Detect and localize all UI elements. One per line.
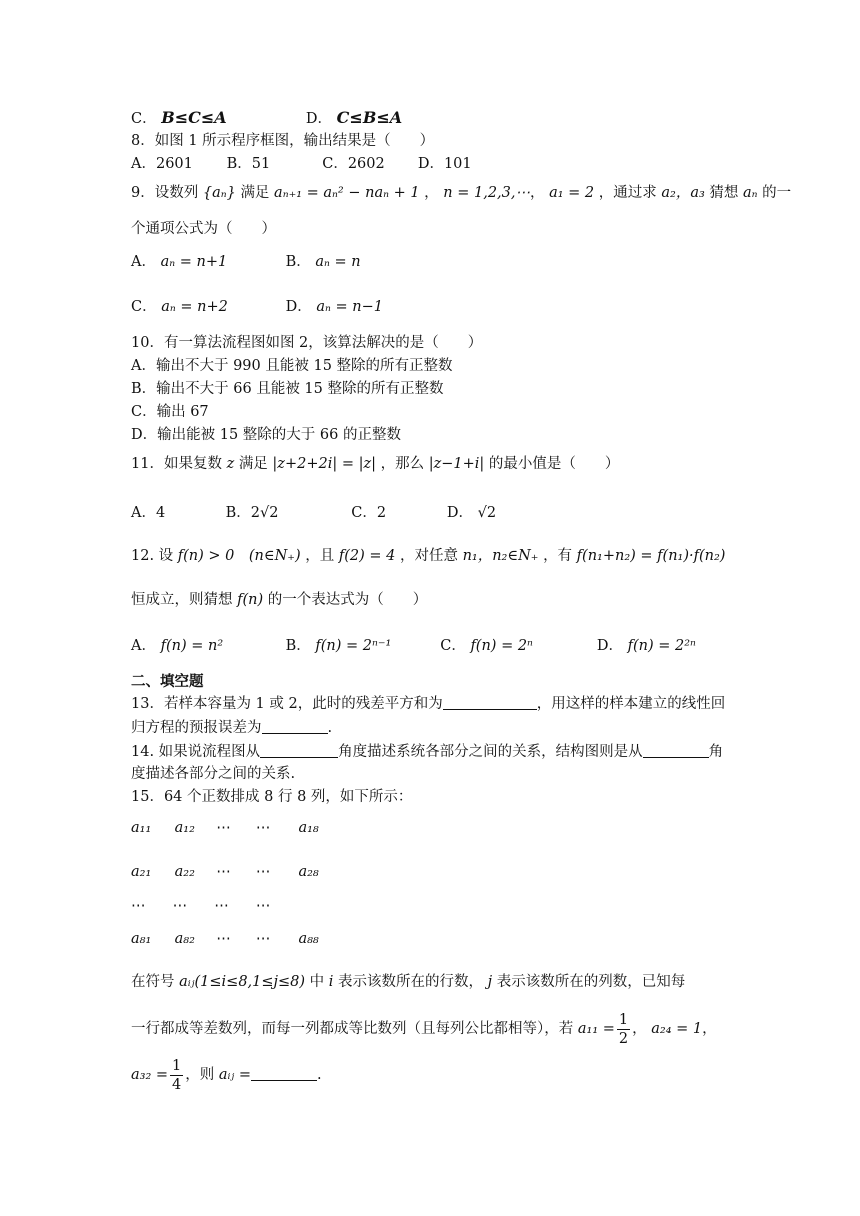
q15-desc3-text-b: ，则	[185, 1067, 215, 1083]
q8-option-b: B．51	[226, 156, 271, 172]
q12-text-a: 12. 设	[131, 548, 174, 564]
matrix-cell: ⋯	[255, 864, 271, 880]
q15-desc-line3	[131, 1055, 322, 1095]
q15-desc-text-c: 表示该数所在的行数，	[338, 974, 484, 990]
q13-blank-2[interactable]	[262, 719, 328, 734]
q9-a1: a₁ = 2	[549, 185, 595, 201]
q11-condition: |z+2+2i| = |z|	[272, 456, 376, 472]
q15-matrix-row-3	[131, 896, 270, 916]
q15-a32-fraction: $\frac{1}{4}$	[172, 1057, 182, 1093]
q10-option-b: B．输出不大于 66 且能被 15 整除的所有正整数	[131, 381, 444, 397]
q13-line2	[131, 718, 332, 738]
q11-option-b: B．2√2	[225, 505, 279, 521]
q9-text-a: 9．设数列	[131, 185, 199, 201]
q11-option-d: D． √2	[446, 505, 497, 521]
q9-options-cd	[131, 297, 383, 317]
q12-option-b: B． f(n) = 2ⁿ⁻¹	[285, 638, 392, 654]
q15-desc-j: j	[487, 974, 493, 990]
q11-expression: |z−1+i|	[428, 456, 485, 472]
q15-answer-blank[interactable]	[251, 1066, 317, 1081]
q15-desc-expr: aᵢⱼ(1≤i≤8,1≤j≤8)	[179, 974, 306, 990]
section-fill-in-heading: 二、填空题	[131, 673, 204, 690]
q13-text-a: 13．若样本容量为 1 或 2，此时的残差平方和为	[131, 696, 443, 712]
q15-aij: aᵢⱼ =	[218, 1067, 252, 1083]
q14-text-a: 14. 如果说流程图从	[131, 744, 261, 760]
q9-option-b: B． aₙ = n	[285, 254, 361, 270]
q12-text-d: ，有	[543, 548, 573, 564]
q11-options	[131, 503, 496, 523]
q8-option-a: A．2601	[131, 156, 193, 172]
q9-text-b: 满足	[240, 185, 270, 201]
q7-option-d-label: D．	[305, 111, 333, 127]
q11-option-c: C．2	[351, 505, 387, 521]
q8-option-c: C．2602	[322, 156, 385, 172]
q11-text-b: 满足	[238, 456, 268, 472]
q9-text-e: 猜想	[709, 185, 739, 201]
q14-line2: 度描述各部分之间的关系.	[131, 766, 296, 782]
q9-an: aₙ	[743, 185, 758, 201]
q9-stem-line1: 9．设数列 {aₙ} 满足 aₙ₊₁ = aₙ² − naₙ + 1 ， n = 1,2,3,⋯， a₁ = 2 ，通过求 a₂，a₃ 猜想 aₙ 的一	[131, 185, 792, 201]
q9-text-f: 的一	[762, 185, 792, 201]
q9-n-range: n = 1,2,3,⋯	[443, 185, 530, 201]
matrix-cell: a₂₁	[131, 864, 152, 880]
q9-text-c: ，	[424, 185, 439, 201]
q7-option-d-expr: C≤B≤A	[336, 108, 403, 127]
q14-text-c: 角	[708, 744, 724, 760]
q12-text-b: ，且	[305, 548, 335, 564]
q11-z: z	[226, 456, 235, 472]
q15-desc2-text-c: ，	[702, 1021, 717, 1037]
q10-option-a: A．输出不大于 990 且能被 15 整除的所有正整数	[131, 358, 453, 374]
q15-a32: a₃₂ =	[131, 1067, 169, 1083]
q15-a24: a₂₄ = 1	[651, 1021, 703, 1037]
matrix-cell: a₁₈	[298, 820, 319, 836]
q15-matrix-row-4	[131, 929, 319, 949]
q12-expr-d: f(n₁+n₂) = f(n₁)·f(n₂)	[576, 548, 726, 564]
q8-option-d: D．101	[417, 156, 472, 172]
q11-text-d: 的最小值是（ ）	[488, 456, 620, 472]
q7-options	[131, 108, 402, 129]
q7-option-c-label: C．	[131, 111, 157, 127]
matrix-cell: a₈₈	[298, 931, 319, 947]
q13-blank-1[interactable]	[443, 695, 537, 710]
q14-blank-2[interactable]	[643, 743, 709, 758]
q11-option-a: A．4	[131, 505, 166, 521]
q11-text-a: 11．如果复数	[131, 456, 222, 472]
matrix-cell: ⋯	[255, 898, 271, 914]
q9-seq-symbol: {aₙ}	[202, 185, 236, 201]
q15-a11-fraction: $\frac{1}{2}$	[618, 1011, 629, 1047]
q15-a11: a₁₁ =	[577, 1021, 615, 1037]
matrix-cell: ⋯	[216, 820, 231, 836]
q15-desc-text-a: 在符号	[131, 974, 175, 990]
matrix-cell: a₁₁	[131, 820, 152, 836]
q9-text-d: ，通过求	[598, 185, 657, 201]
q8-stem: 8．如图 1 所示程序框图，输出结果是（ ）	[131, 133, 435, 149]
matrix-cell: a₂₈	[298, 864, 319, 880]
q14-line1	[131, 742, 723, 762]
q10-option-d: D．输出能被 15 整除的大于 66 的正整数	[131, 427, 401, 443]
q15-desc-text-b: 中	[309, 974, 325, 990]
q12-text2-a: 恒成立，则猜想	[131, 592, 233, 608]
matrix-cell: ⋯	[131, 898, 146, 914]
q15-matrix-row-1	[131, 818, 319, 838]
matrix-cell: ⋯	[214, 898, 229, 914]
q12-text2-expr: f(n)	[237, 592, 264, 608]
q13-line1	[131, 694, 725, 714]
matrix-cell: a₈₂	[174, 931, 195, 947]
q9-option-c: C． aₙ = n+2	[131, 299, 228, 315]
matrix-cell: ⋯	[255, 820, 271, 836]
q15-desc2-text-b: ，	[632, 1021, 647, 1037]
q12-option-a: A． f(n) = n²	[131, 638, 224, 654]
q14-blank-1[interactable]	[260, 743, 338, 758]
matrix-cell: ⋯	[255, 931, 271, 947]
q10-option-c: C．输出 67	[131, 404, 209, 420]
q15-desc-line2	[131, 1009, 717, 1049]
q11-stem	[131, 454, 619, 474]
matrix-cell: a₈₁	[131, 931, 152, 947]
q7-option-c-expr: B≤C≤A	[161, 108, 227, 127]
q12-stem-line2	[131, 590, 427, 610]
q8-options	[131, 154, 472, 174]
matrix-cell: a₁₂	[174, 820, 195, 836]
q9-a2-a3: a₂，a₃	[661, 185, 705, 201]
q9-option-d: D． aₙ = n−1	[285, 299, 383, 315]
q9-recurrence: aₙ₊₁ = aₙ² − naₙ + 1	[274, 185, 420, 201]
q15-desc-text-d: 表示该数所在的列数，已知每	[496, 974, 686, 990]
matrix-cell: ⋯	[172, 898, 188, 914]
q15-desc2-text-a: 一行都成等差数列，而每一列都成等比数列（且每列公比都相等），若	[131, 1021, 574, 1037]
q14-text-b: 角度描述系统各部分之间的关系，结构图则是从	[338, 744, 643, 760]
q12-text-c: ，对任意	[399, 548, 458, 564]
q10-stem: 10．有一算法流程图如图 2，该算法解决的是（ ）	[131, 335, 483, 351]
q13-text-b: ，用这样的样本建立的线性回	[536, 696, 726, 712]
q12-text2-b: 的一个表达式为（ ）	[267, 592, 428, 608]
q13-text-d: .	[327, 720, 333, 736]
q15-desc3-end: .	[317, 1067, 322, 1083]
q12-options	[131, 636, 696, 656]
q12-stem-line1	[131, 546, 725, 566]
q15-desc-line1	[131, 972, 685, 992]
q13-text-c: 归方程的预报误差为	[131, 720, 262, 736]
matrix-cell: ⋯	[216, 931, 231, 947]
matrix-cell: a₂₂	[174, 864, 195, 880]
q12-expr-c: n₁，n₂∈N₊	[462, 548, 539, 564]
q9-options-ab	[131, 252, 361, 272]
q12-expr-a: f(n) > 0 (n∈N₊)	[177, 548, 301, 564]
matrix-cell: ⋯	[216, 864, 231, 880]
q12-option-d: D． f(n) = 2²ⁿ	[596, 638, 696, 654]
q11-text-c: ，那么	[380, 456, 425, 472]
q9-stem-line2: 个通项公式为（ ）	[131, 221, 276, 237]
q12-expr-b: f(2) = 4	[338, 548, 396, 564]
q15-desc-i: i	[328, 974, 334, 990]
q15-stem: 15．64 个正数排成 8 行 8 列，如下所示：	[131, 789, 413, 805]
q15-matrix-row-2	[131, 862, 319, 882]
q9-option-a: A． aₙ = n+1	[131, 254, 228, 270]
q12-option-c: C． f(n) = 2ⁿ	[440, 638, 533, 654]
